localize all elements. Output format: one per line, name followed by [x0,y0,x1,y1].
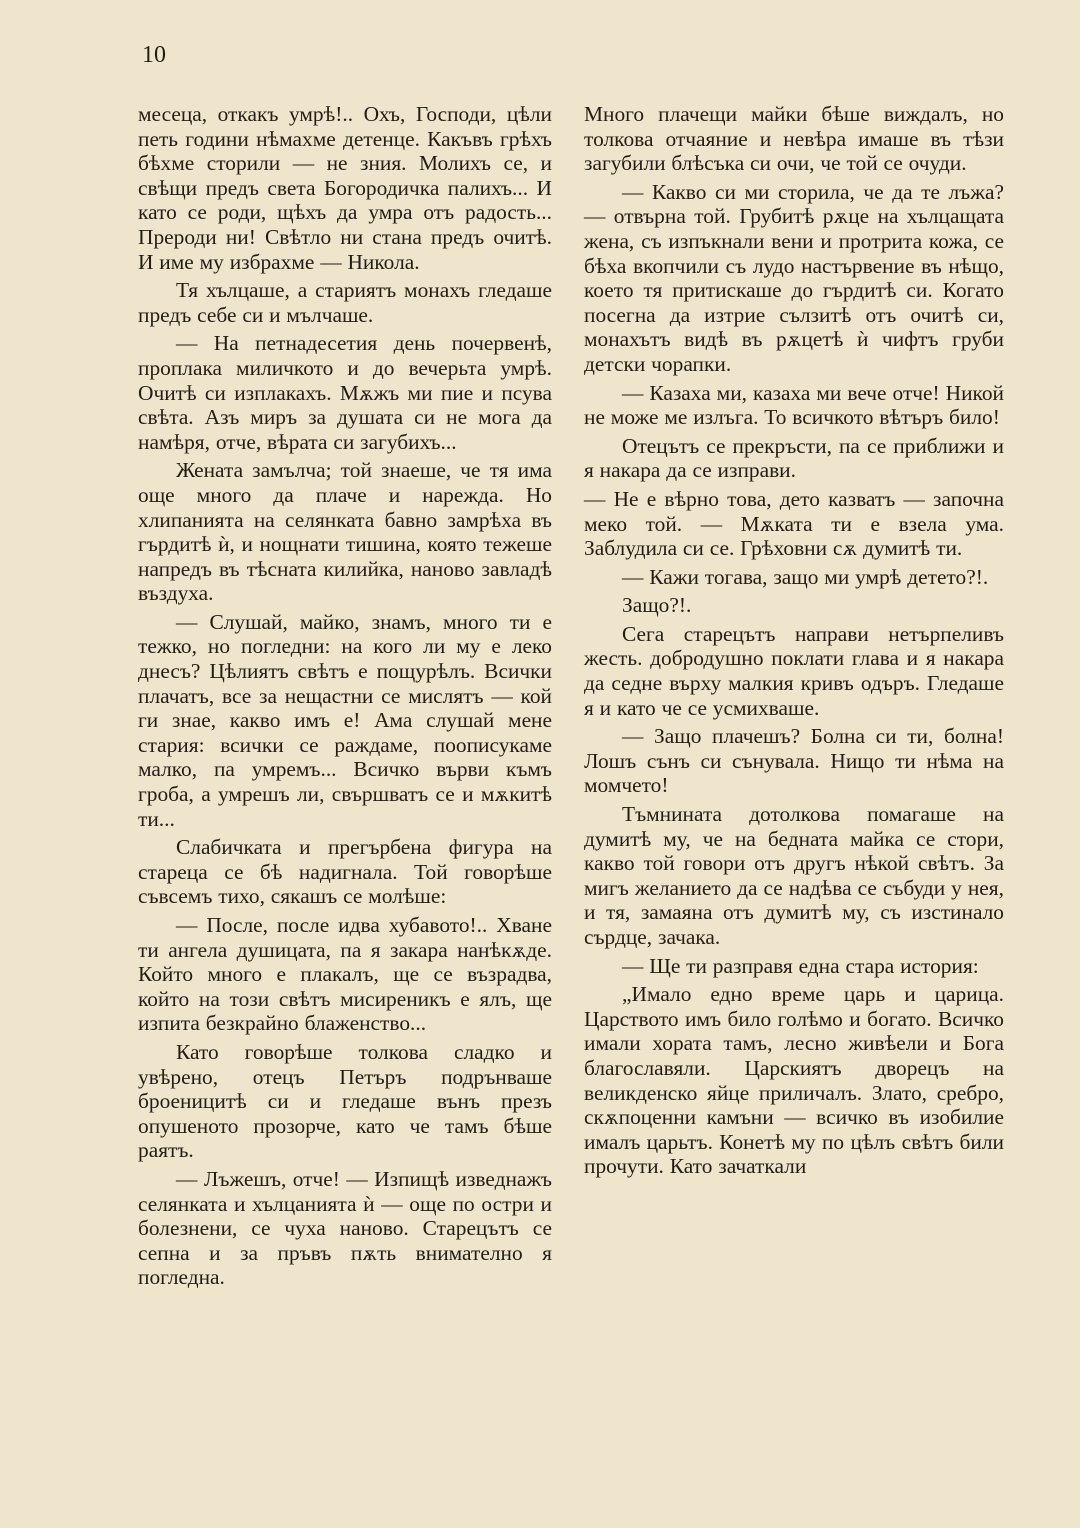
paragraph: Сега старецътъ направи нетърпеливъ жесть. добродушно поклати глава и я накара да седне върху малкия кривъ одъръ. Гледаше я и като че се усмихваше. [584,621,1004,720]
paragraph: — На петнадесетия день почервенѣ, проплака миличкото и до вечерьта умрѣ. Очитѣ си изплакахъ. Мѫжъ ми пие и псува свѣта. Азъ миръ за душата си не мога да намѣря, отче, вѣрата си загубихъ... [138,331,552,454]
paragraph: — Не е вѣрно това, дето казватъ — започна меко той. — Мѫката ти е взела ума. Заблудила си се. Грѣховни сѫ думитѣ ти. [584,486,1004,561]
paragraph: Тъмнината дотолкова помагаше на думитѣ му, че на бедната майка се стори, какво той говори отъ другъ нѣкой свѣтъ. За мигъ желанието да се надѣва се събуди у нея, и тя, замаяна отъ думитѣ му, съ изстинало сърдце, зачака. [584,802,1004,949]
paragraph: — Защо плачешъ? Болна си ти, болна! Лошъ сънъ си сънувала. Нищо ти нѣма на момчето! [584,724,1004,798]
paragraph: Отецътъ се прекръсти, па се приближи и я накара да се изправи. [584,433,1004,483]
paragraph: — Казаха ми, казаха ми вече отче! Никой не може ме излъга. То всичкото вѣтъръ било! [584,380,1004,430]
paragraph: — После, после идва хубавото!.. Хване ти ангела душицата, па я закара нанѣкѫде. Който много е плакалъ, ще се възрадва, който на този свѣтъ мисиреникъ е ялъ, ще изпита безкрайно блаженство... [138,913,552,1036]
paragraph: — Ще ти разправя една стара история: [622,953,979,978]
paragraph: Слабичката и прегърбена фигура на стареца се бѣ надигнала. Той говорѣше съвсемъ тихо, сякашъ се молѣше: [138,835,552,909]
paragraph: — Лъжешъ, отче! — Изпищѣ изведнажъ селянката и хълцанията ѝ — още по остри и болезнени, се чуха наново. Старецътъ се сепна и за пръвъ пѫть внимателно я погледна. [138,1166,552,1290]
paragraph: Жената замълча; той знаеше, че тя има още много да плаче и нарежда. Но хлипанията на селянката бавно замрѣха въ гърдитѣ ѝ, и нощнати тишина, която тежеше напредъ въ тѣсната килийка, наново завладѣ въздуха. [138,458,552,606]
paragraph: — Кажи тогава, защо ми умрѣ детето?!. [622,564,989,589]
right-column [584,102,1004,1183]
left-column [138,102,552,1294]
paragraph: Като говорѣше толкова сладко и увѣрено, отецъ Петъръ подрънваше броеницитѣ си и гледаше вънъ презъ опушеното прозорче, като че тамъ бѣше раятъ. [138,1039,552,1163]
page-number: 10 [142,42,166,68]
paragraph: Защо?!. [622,593,692,618]
paragraph: — Какво си ми сторила, че да те лъжа? — отвърна той. Грубитѣ рѫце на хълцащата жена, съ изпъкнали вени и протрита кожа, се бѣха вкопчили съ лудо настървение въ нѣщо, което тя притискаше до гърдитѣ си. Когато посегна да изтрие сълзитѣ отъ очитѣ си, монахътъ видѣ въ рѫцетѣ ѝ чифтъ груби детски чорапки. [584,179,1004,376]
paragraph: — Слушай, майко, знамъ, много ти е тежко, но погледни: на кого ли му е леко днесъ? Цѣлиятъ свѣтъ е пощурѣлъ. Всички плачатъ, все за нещастни се мислятъ — кой ги знае, какво имъ е! Ама слушай мене стария: всички се раждаме, поописукаме малко, па умремъ... Всичко върви къмъ гроба, а умрешъ ли, свършватъ се и мѫкитѣ ти... [138,609,552,831]
paragraph: Много плачещи майки бѣше виждалъ, но толкова отчаяние и невѣра имаше въ тѣзи загубили блѣсъка си очи, че той се очуди. [584,102,1004,176]
paragraph: месеца, откакъ умрѣ!.. Охъ, Господи, цѣли петь години нѣмахме детенце. Какъвъ грѣхъ бѣхме сторили — не зния. Молихъ се, и свѣщи предъ света Богородичка палихъ... И като се роди, щѣхъ да умра отъ радость... Прероди ни! Свѣтло ни стана предъ очитѣ. И име му избрахме — Никола. [138,102,552,274]
paragraph: Тя хълцаше, а стариятъ монахъ гледаше предъ себе си и мълчаше. [138,278,552,327]
paragraph: „Имало едно време царь и царица. Царството имъ било голѣмо и богато. Всичко имали хората тамъ, лесно живѣели и Бога благославяли. Царскиятъ дворецъ на великденско яйце приличалъ. Злато, сребро, скѫпоценни камъни — всичко въ изобилие ималъ царьтъ. Конетѣ му по цѣлъ свѣтъ били прочути. Като зачаткали [584,982,1004,1179]
